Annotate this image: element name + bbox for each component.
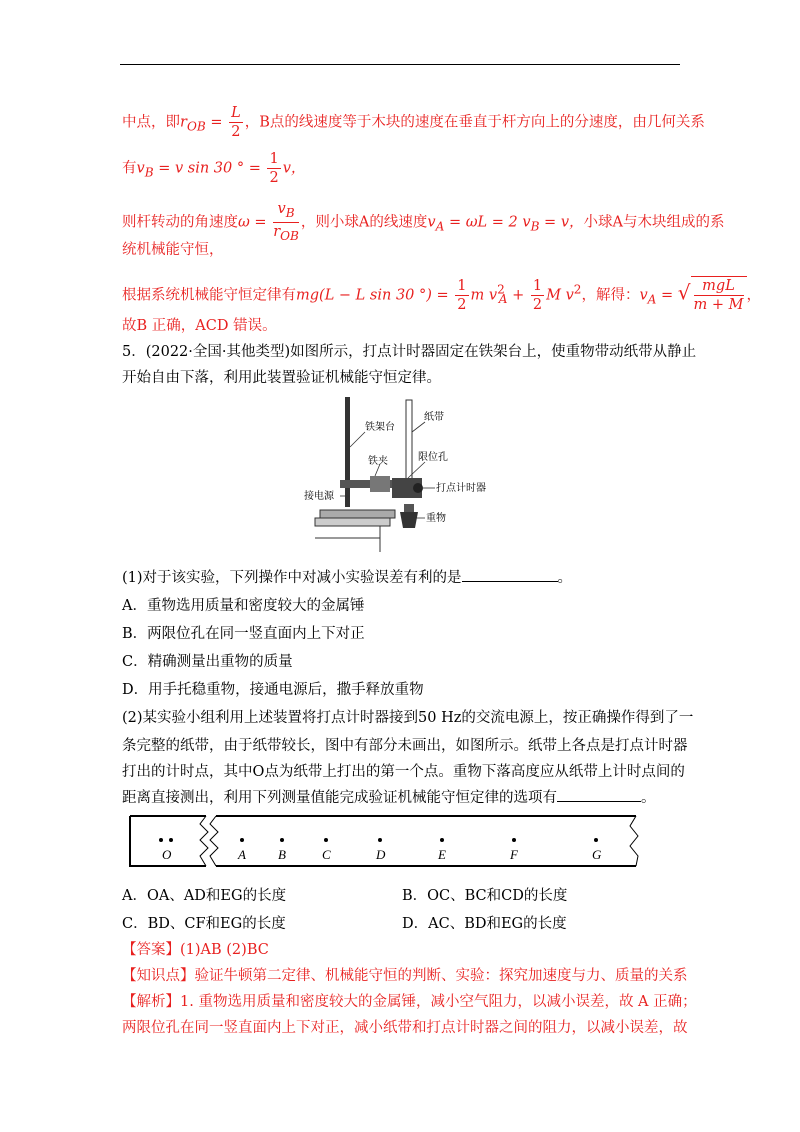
part2-line-3 <box>122 762 685 782</box>
tape-dot-C <box>324 838 328 842</box>
text: C．精确测量出重物的质量 <box>122 654 293 670</box>
text: B．两限位孔在同一竖直面内上下对正 <box>122 626 365 642</box>
label-power: 接电源 <box>304 491 334 502</box>
part1-option-b <box>122 624 365 644</box>
tape-label-F: F <box>510 847 518 862</box>
part1-prompt <box>122 568 572 588</box>
text: 。 <box>557 570 573 586</box>
text: 两限位孔在同一竖直面内上下对正，减小纸带和打点计时器之间的阻力，以减小误差，故 <box>122 1020 688 1036</box>
text: (1)对于该实验，下列操作中对减小实验误差有利的是 <box>122 570 462 586</box>
part2-line-1 <box>122 708 693 728</box>
var: v <box>639 287 648 304</box>
sub-ob: OB <box>186 119 206 134</box>
part2-line-2 <box>122 736 688 756</box>
text: 统机械能守恒， <box>122 242 224 258</box>
text: ，则小球A的线速度 <box>300 214 428 231</box>
fraction-1-2 <box>267 150 280 187</box>
expr: m v <box>470 287 498 304</box>
paper-tape-figure <box>126 812 646 872</box>
text: 中点，即 <box>122 114 180 131</box>
text: B．OC、BC和CD的长度 <box>402 888 568 904</box>
omega: ω = <box>238 214 272 231</box>
sqrt-expr <box>691 276 747 314</box>
fraction-l-2 <box>229 104 243 141</box>
text: 【知识点】验证牛顿第二定律、机械能守恒的判断、实验：探究加速度与力、质量的关系 <box>122 968 688 984</box>
text: 小球A与木块组成的系 <box>583 214 725 231</box>
solution-line-2 <box>122 150 305 187</box>
expr: M v <box>546 287 574 304</box>
tape-break-right <box>210 816 218 866</box>
expr: = v sin 30 ° = <box>153 160 266 177</box>
frac-den: 2 <box>231 124 241 140</box>
fraction-vb-rob <box>273 200 299 245</box>
tape-break-left <box>200 816 208 866</box>
part2-option-a <box>122 884 286 905</box>
tape-label-B: B <box>278 847 286 862</box>
expr: = ωL = 2 v <box>444 214 531 231</box>
frac-num: L <box>231 105 241 121</box>
tape-points <box>159 838 602 862</box>
sub: A <box>435 219 445 234</box>
frac-num: mgL <box>694 277 744 296</box>
text: 条完整的纸带，由于纸带较长，图中有部分未画出，如图所示。纸带上各点是打点计时器 <box>122 738 688 754</box>
text: 距离直接测出，利用下列测量值能完成验证机械能守恒定律的选项有 <box>122 790 557 806</box>
text: D．AC、BD和EG的长度 <box>402 916 567 932</box>
question-stem-line-1 <box>122 342 696 362</box>
tape-label-O: O <box>162 847 172 862</box>
tape-dot-B <box>280 838 284 842</box>
eq: = <box>656 287 678 304</box>
tape-dot-A <box>240 838 244 842</box>
stand-rod <box>345 397 350 507</box>
tape-dot-O <box>159 838 163 842</box>
part1-option-a <box>122 596 364 616</box>
sub-b: B <box>144 165 154 180</box>
frac-den: 2 <box>269 170 279 186</box>
frac-num: 1 <box>269 151 279 167</box>
text: D．用手托稳重物，接通电源后，撒手释放重物 <box>122 682 424 698</box>
text: (2)某实验小组利用上述装置将打点计时器接到50 Hz的交流电源上，按正确操作得到了一 <box>122 710 694 726</box>
weight-top <box>404 504 414 512</box>
part1-option-d <box>122 680 424 700</box>
base-plate <box>320 510 395 518</box>
expr: = v， <box>539 214 584 231</box>
conclusion-text: 故B 正确，ACD 错误。 <box>122 318 277 334</box>
answer-line <box>122 940 269 960</box>
var-v: v <box>136 160 145 177</box>
tape-dot-G <box>594 838 598 842</box>
knowledge-line <box>122 966 688 986</box>
solution-line-5: 根据系统机械能守恒定律有mg(L − L sin 30 °) = $\frac{1}{2}$ m $v^2_A$ + $\frac{1}{2}$ M $v^2$，解得：$v_A$ = √ $\frac{\text{mgL}}{m + M}$ ， <box>122 278 761 313</box>
var-r: r <box>180 114 187 131</box>
sub: A <box>498 292 508 307</box>
text: ，B点的线速度等于木块的速度在垂直于杆方向上的分速度，由几何关系 <box>244 114 705 131</box>
sub: OB <box>280 228 299 243</box>
text: C．BD、CF和EG的长度 <box>122 916 286 932</box>
analysis-line-2 <box>122 1018 688 1038</box>
leader <box>412 422 425 432</box>
tape-label-E: E <box>438 847 446 862</box>
frac-den: m + M <box>693 297 744 313</box>
solution-line-6 <box>122 316 277 336</box>
solution-line-3 <box>122 200 725 245</box>
frac-den: 2 <box>532 297 543 313</box>
eq: = <box>205 114 228 131</box>
fraction-1-2 <box>455 277 468 314</box>
text: 【答案】(1)AB (2)BC <box>122 942 269 958</box>
label-tape: 纸带 <box>424 412 444 423</box>
weight-body <box>400 512 418 528</box>
text: 【解析】1. 重物选用质量和密度较大的金属锤，减小空气阻力，以减小误差，故 A 正确； <box>122 994 697 1010</box>
frac-num: v <box>277 201 286 217</box>
text: 有 <box>122 160 137 177</box>
tape-label-A: A <box>238 847 246 862</box>
part2-option-d <box>402 912 567 933</box>
text: 根据系统机械能守恒定律有 <box>122 287 296 304</box>
sub: B <box>530 219 540 234</box>
label-stand: 铁架台 <box>365 422 395 433</box>
sub: A <box>647 292 657 307</box>
text: ， <box>746 287 761 304</box>
frac-den: r <box>273 223 281 240</box>
table-top <box>315 518 390 526</box>
header-rule <box>120 64 680 65</box>
solution-line-4 <box>122 240 224 260</box>
part2-option-c <box>122 912 286 933</box>
text: 则杆转动的角速度 <box>122 214 238 231</box>
tape-right-edge <box>630 816 638 866</box>
expr: mg(L − L sin 30 °) = <box>296 287 454 304</box>
tape-dot-O <box>169 838 173 842</box>
label-timer: 打点计时器 <box>436 483 486 494</box>
part2-option-b <box>402 884 567 905</box>
leader <box>350 432 365 447</box>
question-stem-line-2 <box>122 368 441 388</box>
solution-line-1 <box>122 104 705 141</box>
text: 5．(2022·全国·其他类型)如图所示，打点计时器固定在铁架台上，使重物带动纸带从静止 <box>122 344 697 360</box>
tape-dot-F <box>512 838 516 842</box>
frac-num: 1 <box>532 278 543 294</box>
analysis-line-1 <box>122 992 697 1012</box>
label-hole: 限位孔 <box>418 452 448 463</box>
tape-label-G: G <box>592 847 602 862</box>
text: ，解得： <box>581 287 640 304</box>
apparatus-figure <box>300 392 500 552</box>
part1-option-c <box>122 652 293 672</box>
tape-dot-D <box>378 838 382 842</box>
text: 开始自由下落，利用此装置验证机械能守恒定律。 <box>122 370 441 386</box>
answer-blank[interactable] <box>462 581 558 582</box>
var: v <box>427 214 436 231</box>
part2-line-4 <box>122 788 656 808</box>
fraction-1-2 <box>531 277 544 314</box>
text: v， <box>282 160 306 177</box>
text: A．OA、AD和EG的长度 <box>122 888 287 904</box>
tape-label-C: C <box>322 847 331 862</box>
tape-dot-E <box>440 838 444 842</box>
label-weight: 重物 <box>426 513 446 524</box>
text: A．重物选用质量和密度较大的金属锤 <box>122 598 365 614</box>
plus: + <box>507 287 529 304</box>
answer-blank[interactable] <box>557 801 641 802</box>
label-clamp: 铁夹 <box>368 456 388 467</box>
tape-label-D: D <box>376 847 386 862</box>
text: 打出的计时点，其中O点为纸带上打出的第一个点。重物下落高度应从纸带上计时点间的 <box>122 764 685 780</box>
frac-num: 1 <box>457 278 467 294</box>
frac-den: 2 <box>457 297 467 313</box>
text: 。 <box>641 790 656 806</box>
clamp-block <box>370 476 390 492</box>
sub: B <box>285 205 295 220</box>
